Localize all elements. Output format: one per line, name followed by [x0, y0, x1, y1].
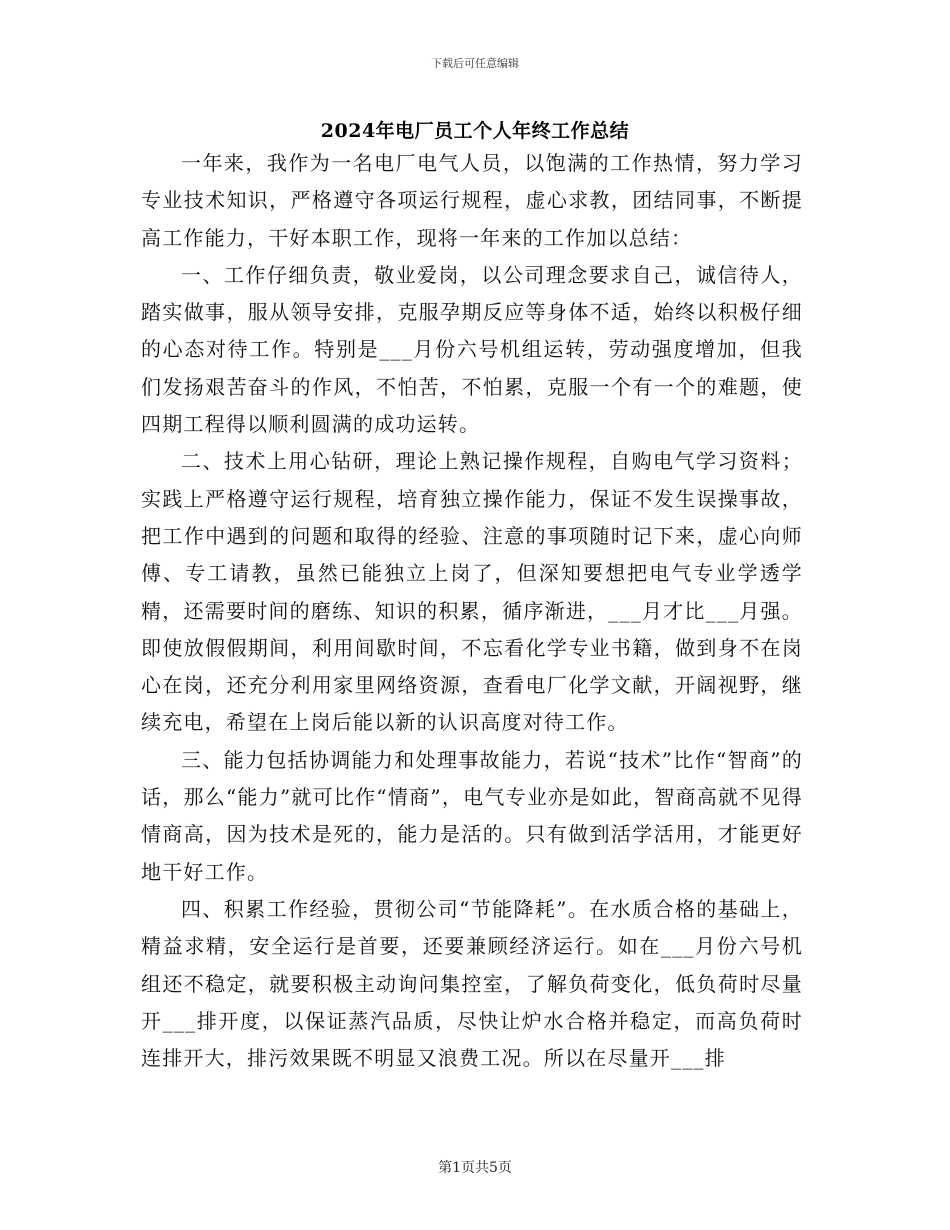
page-number: 第1页共5页 — [438, 1160, 512, 1176]
document-title: 2024年电厂员工个人年终工作总结 — [320, 120, 630, 142]
paragraph-section-2: 二、技术上用心钻研，理论上熟记操作规程，自购电气学习资料；实践上严格遵守运行规程，培育独立操作能力，保证不发生误操事故，把工作中遇到的问题和取得的经验、注意的事项随时记下来，虚心向师傅、专工请教，虽然已能独立上岗了，但深知要想把电气专业学透学精，还需要时间的磨练、知识的积累，循序渐进，___月才比___月强。即使放假假期间，利用间歇时间，不忘看化学专业书籍，做到身不在岗心在岗，还充分利用家里网络资源，查看电厂化学文献，开阔视野，继续充电，希望在上岗后能以新的认识高度对待工作。 — [141, 449, 803, 735]
header-note: 下载后可任意编辑 — [431, 57, 519, 70]
paragraph-section-4: 四、积累工作经验，贯彻公司“节能降耗”。在水质合格的基础上，精益求精，安全运行是首要，还要兼顾经济运行。如在___月份六号机组还不稳定，就要积极主动询问集控室，了解负荷变化，低负荷时尽量开___排开度，以保证蒸汽品质，尽快让炉水合格并稳定，而高负荷时连排开大，排污效果既不明显又浪费工况。所以在尽量开___排 — [141, 896, 803, 1071]
paragraph-intro: 一年来，我作为一名电厂电气人员，以饱满的工作热情，努力学习专业技术知识，严格遵守各项运行规程，虚心求教，团结同事，不断提高工作能力，干好本职工作，现将一年来的工作加以总结： — [141, 151, 803, 250]
paragraph-section-3: 三、能力包括协调能力和处理事故能力，若说“技术”比作“智商”的话，那么“能力”就可比作“情商”，电气专业亦是如此，智商高就不见得情商高，因为技术是死的，能力是活的。只有做到活学活用，才能更好地干好工作。 — [141, 747, 803, 884]
document-body — [141, 145, 803, 1077]
paragraph-section-1: 一、工作仔细负责，敬业爱岗，以公司理念要求自己，诚信待人，踏实做事，服从领导安排，克服孕期反应等身体不适，始终以积极仔细的心态对待工作。特别是___月份六号机组运转，劳动强度增加，但我们发扬艰苦奋斗的作风，不怕苦，不怕累，克服一个有一个的难题，使四期工程得以顺利圆满的成功运转。 — [141, 262, 803, 437]
